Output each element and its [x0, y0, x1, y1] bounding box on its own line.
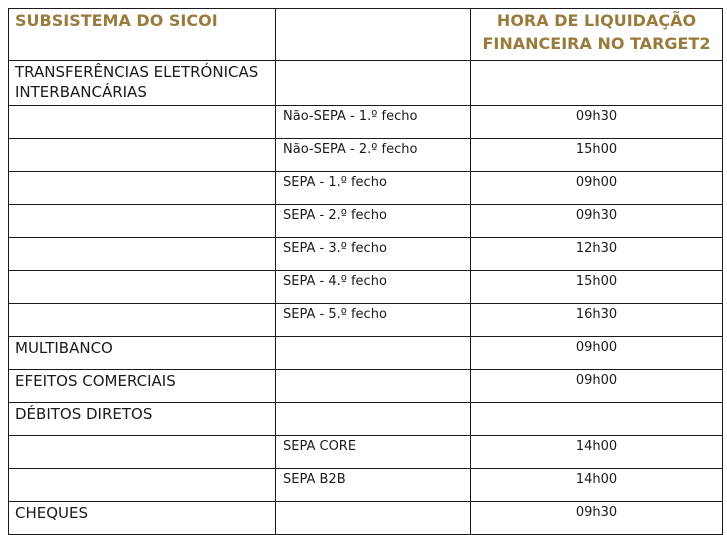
subtype-cell: Não-SEPA - 1.º fecho [276, 106, 471, 139]
header-settlement-time [471, 9, 723, 61]
subsystem-cell [9, 61, 276, 106]
table-row [9, 106, 723, 139]
subtype-cell [276, 403, 471, 436]
subsystem-cell: DÉBITOS DIRETOS [9, 403, 276, 436]
time-cell: 09h30 [471, 205, 723, 238]
subtype-cell [276, 502, 471, 535]
table-row [9, 172, 723, 205]
subtype-cell: SEPA CORE [276, 436, 471, 469]
table-row [9, 403, 723, 436]
time-cell: 09h30 [471, 502, 723, 535]
subtype-cell: SEPA B2B [276, 469, 471, 502]
subtype-cell: Não-SEPA - 2.º fecho [276, 139, 471, 172]
table-row [9, 370, 723, 403]
table-row [9, 337, 723, 370]
table-row [9, 61, 723, 106]
time-cell: 09h30 [471, 106, 723, 139]
table-row [9, 304, 723, 337]
time-cell: 12h30 [471, 238, 723, 271]
table-row [9, 436, 723, 469]
subsystem-cell [9, 238, 276, 271]
subsystem-cell: EFEITOS COMERCIAIS [9, 370, 276, 403]
time-cell: 09h00 [471, 370, 723, 403]
subtype-cell [276, 370, 471, 403]
table-row [9, 139, 723, 172]
table-row [9, 205, 723, 238]
time-cell: 14h00 [471, 469, 723, 502]
time-cell: 09h00 [471, 172, 723, 205]
time-cell [471, 403, 723, 436]
subsystem-cell [9, 205, 276, 238]
time-cell: 15h00 [471, 139, 723, 172]
time-cell: 14h00 [471, 436, 723, 469]
table-row [9, 469, 723, 502]
subtype-cell: SEPA - 1.º fecho [276, 172, 471, 205]
subsystem-cell: CHEQUES [9, 502, 276, 535]
subtype-cell [276, 61, 471, 106]
subtype-cell [276, 337, 471, 370]
subsystem-label-line2: INTERBANCÁRIAS [15, 83, 147, 101]
subtype-cell: SEPA - 3.º fecho [276, 238, 471, 271]
header-settlement-time-line2: FINANCEIRA NO TARGET2 [482, 34, 711, 53]
subtype-cell: SEPA - 5.º fecho [276, 304, 471, 337]
subtype-cell: SEPA - 4.º fecho [276, 271, 471, 304]
time-cell: 15h00 [471, 271, 723, 304]
subsystem-cell [9, 139, 276, 172]
table-row [9, 238, 723, 271]
subsystem-cell [9, 304, 276, 337]
settlement-times-table [8, 8, 723, 535]
subsystem-cell [9, 436, 276, 469]
subsystem-cell [9, 172, 276, 205]
header-blank [276, 9, 471, 61]
subtype-cell: SEPA - 2.º fecho [276, 205, 471, 238]
table-row [9, 502, 723, 535]
subsystem-cell [9, 469, 276, 502]
time-cell [471, 61, 723, 106]
subsystem-cell [9, 106, 276, 139]
table-row [9, 271, 723, 304]
header-subsystem: SUBSISTEMA DO SICOI [9, 9, 276, 61]
subsystem-cell [9, 271, 276, 304]
time-cell: 09h00 [471, 337, 723, 370]
subsystem-cell: MULTIBANCO [9, 337, 276, 370]
header-settlement-time-line1: HORA DE LIQUIDAÇÃO [496, 11, 697, 30]
subsystem-label-line1: TRANSFERÊNCIAS ELETRÓNICAS [15, 63, 259, 81]
table-header-row [9, 9, 723, 61]
time-cell: 16h30 [471, 304, 723, 337]
